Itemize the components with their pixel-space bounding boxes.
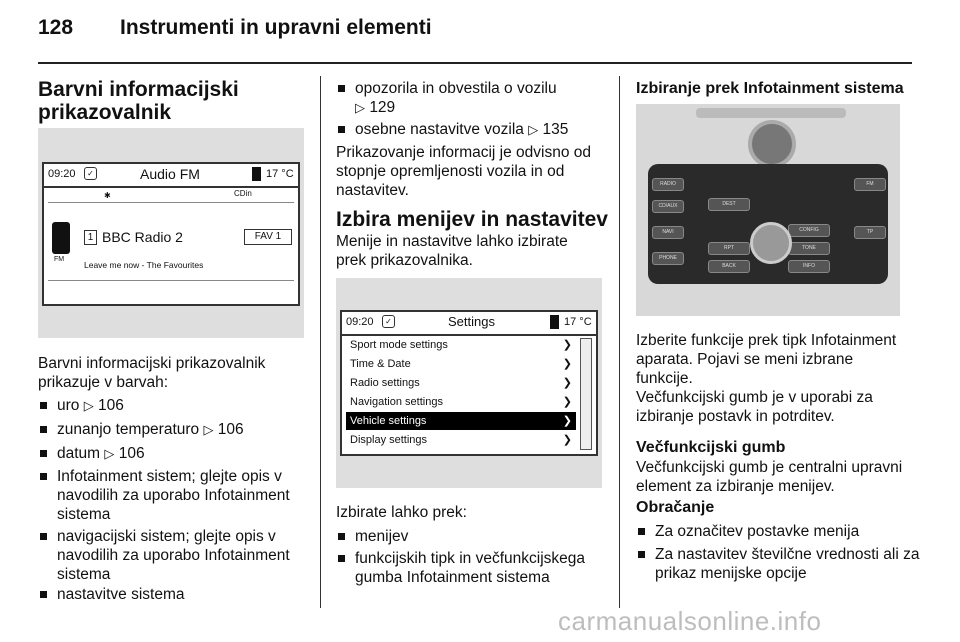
menu-item[interactable]: Navigation settings ❯ — [350, 396, 572, 408]
multifunction-knob[interactable] — [750, 222, 792, 264]
sync-icon: ✓ — [382, 315, 395, 328]
list-item: navigacijski sistem; glejte opis v navodilih za uporabo Infotainment sistema — [38, 527, 319, 584]
navi-button[interactable]: NAVI — [652, 226, 684, 239]
menu-item[interactable]: Time & Date ❯ — [350, 358, 572, 370]
fav-button[interactable]: FAV 1 — [244, 229, 292, 245]
track-info: Leave me now - The Favourites — [84, 260, 204, 270]
radio-button[interactable]: RADIO — [652, 178, 684, 191]
menu-item-selected[interactable]: Vehicle settings ❯ — [346, 412, 576, 430]
menu-item[interactable]: Radio settings ❯ — [350, 377, 572, 389]
list-item: Za nastavitev številčne vrednosti ali za prikaz menijske opcije — [636, 545, 927, 583]
phone-icon — [252, 167, 261, 181]
fm-button[interactable]: FM — [854, 178, 886, 191]
tone-button[interactable]: TONE — [788, 242, 830, 255]
paragraph: Barvni informacijski prikazovalnik prikazuje v barvah: — [38, 355, 266, 391]
audio-screen — [42, 162, 300, 306]
cd-aux-button[interactable]: CD/AUX — [652, 200, 684, 213]
sub-heading: Večfunkcijski gumb — [636, 439, 786, 456]
temperature: 17 °C — [266, 168, 294, 180]
infotainment-console-figure — [636, 104, 900, 316]
bluetooth-icon: ✱ — [104, 191, 111, 200]
phone-button[interactable]: PHONE — [652, 252, 684, 265]
sub-heading: Obračanje — [636, 499, 715, 516]
menu-item[interactable]: Sport mode settings ❯ — [350, 339, 572, 351]
header-rule — [38, 62, 912, 64]
clock: 09:20 — [346, 316, 374, 328]
page-title: Instrumenti in upravni elementi — [120, 16, 432, 39]
settings-screen-figure — [336, 278, 602, 488]
section-heading: Barvni informacijski prikazovalnik — [38, 78, 239, 124]
paragraph: Menije in nastavitve lahko izbirate prek prikazovalnika. — [336, 233, 568, 269]
list-item: opozorila in obvestila o vozilu ▷ 129 — [336, 79, 625, 117]
source-label: CDin — [234, 189, 252, 198]
radio-tower-icon — [52, 222, 70, 254]
sync-icon: ✓ — [84, 167, 97, 180]
list-item: uro ▷ 106 — [38, 396, 317, 415]
menu-item[interactable]: Display settings ❯ — [350, 434, 572, 446]
back-button[interactable]: BACK — [708, 260, 750, 273]
audio-screen-figure — [38, 128, 304, 338]
paragraph: Prikazovanje informacij je odvisno od stopnje opremljenosti vozila in od nastavitev. — [336, 144, 592, 199]
air-vent — [696, 108, 846, 118]
section-heading: Izbira menijev in nastavitev — [336, 208, 608, 231]
station-name: BBC Radio 2 — [102, 229, 183, 245]
list-item: Infotainment sistem; glejte opis v navodilih za uporabo Infotainment sistema — [38, 467, 319, 524]
section-heading: Izbiranje prek Infotainment sistema — [636, 80, 904, 97]
divider — [48, 202, 294, 203]
screen-title: Audio FM — [140, 166, 200, 182]
paragraph: Večfunkcijski gumb je centralni upravni element za izbiranje menijev. — [636, 459, 903, 495]
screen-status-bar — [44, 164, 298, 188]
rpt-button[interactable]: RPT — [708, 242, 750, 255]
page-number: 128 — [38, 16, 74, 39]
screen-status-bar — [342, 312, 596, 336]
tp-button[interactable]: TP — [854, 226, 886, 239]
paragraph: Izberite funkcije prek tipk Infotainment aparata. Pojavi se meni izbrane funkcije. — [636, 332, 897, 387]
list-item: zunanjo temperaturo ▷ 106 — [38, 420, 317, 439]
list-item: funkcijskih tipk in večfunkcijskega gumba Infotainment sistema — [336, 549, 623, 587]
divider — [48, 280, 294, 281]
temperature: 17 °C — [564, 316, 592, 328]
paragraph: Izbirate lahko prek: — [336, 504, 467, 521]
phone-icon — [550, 315, 559, 329]
band-label: FM — [54, 256, 65, 263]
list-item: menijev — [336, 527, 625, 546]
list-item: datum ▷ 106 — [38, 444, 317, 463]
watermark: carmanualsonline.info — [558, 606, 822, 636]
paragraph: Večfunkcijski gumb je v uporabi za izbiranje postavk in potrditev. — [636, 389, 873, 425]
settings-screen — [340, 310, 598, 456]
dest-button[interactable]: DEST — [708, 198, 750, 211]
console-panel — [648, 164, 888, 284]
info-button[interactable]: INFO — [788, 260, 830, 273]
clock: 09:20 — [48, 168, 76, 180]
scrollbar[interactable] — [580, 338, 592, 450]
list-item: nastavitve sistema — [38, 585, 319, 604]
list-item: osebne nastavitve vozila ▷ 135 — [336, 120, 625, 139]
preset-number: 1 — [84, 230, 97, 245]
screen-title: Settings — [448, 314, 495, 329]
config-button[interactable]: CONFIG — [788, 224, 830, 237]
clock-dial — [748, 120, 796, 168]
list-item: Za označitev postavke menija — [636, 522, 927, 541]
column-divider — [320, 76, 321, 608]
